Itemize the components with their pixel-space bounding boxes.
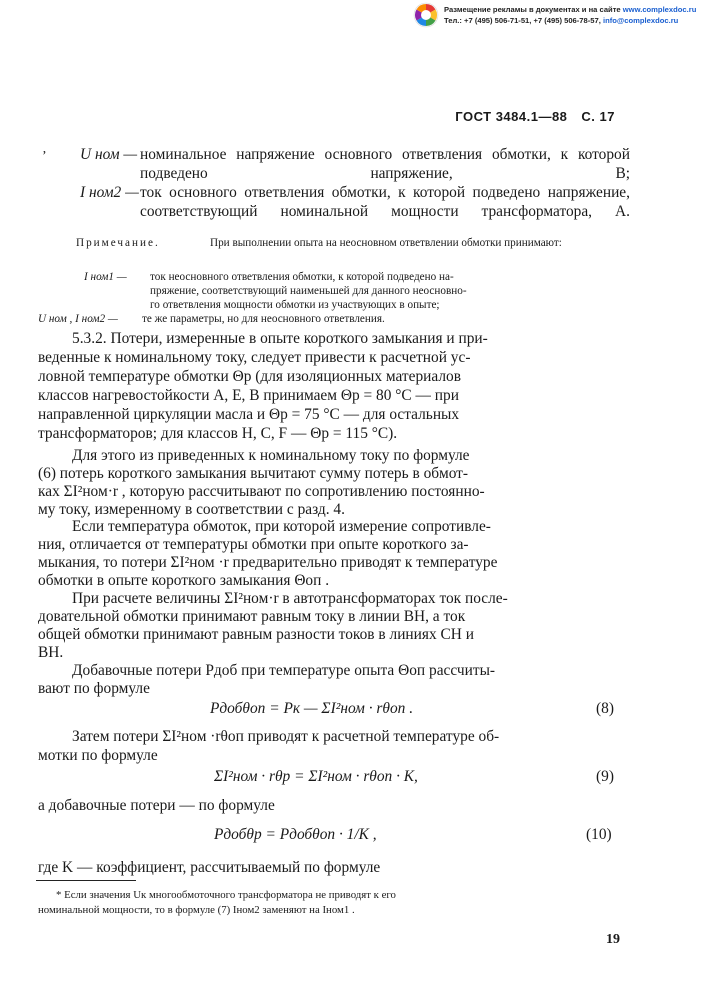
definition-i-nom2 [40,183,630,243]
banner-site-link[interactable]: www.complexdoc.ru [622,5,697,14]
paragraph-line: мыкания, то потери ΣI²ном ·r предварительно приводят к температуре [38,554,498,571]
paragraph-line: обмотки в опыте короткого замыкания Θоп . [38,572,330,589]
paragraph-line: Добавочные потери Pдоб при температуре опыта Θоп рассчиты- [72,662,496,679]
paragraph-line: классов нагревостойкости А, Е, В принимаем Θр = 80 °С — при [38,387,459,404]
note-def1-line: го ответвления мощности обмотки из участвующих в опыте; [150,299,440,311]
equation-number: (8) [596,700,614,717]
banner-line-1: Размещение рекламы в документах и на сайте [444,5,623,14]
page-number: 19 [606,932,620,947]
note-def2-symbol: U ном , I ном2 — [38,313,118,325]
stray-mark: ’ [42,149,47,164]
footnote-line: * Если значения Uк многообмоточного трансформатора не приводят к его [56,889,396,901]
definition-symbol: I ном2 — [80,184,139,201]
note-title: Примечание. [76,237,160,249]
equation-8: Pдобθоп = Pк — ΣI²ном · rθоп . [210,700,414,717]
equation-number: (10) [586,826,612,843]
footnote-rule [36,880,136,881]
paragraph-line: ках ΣI²ном·r , которую рассчитывают по сопротивлению постоянно- [38,483,485,500]
paragraph-line: Если температура обмоток, при которой измерение сопротивле- [72,518,491,535]
paragraph-line: му току, измеренному в соответствии с разд. 4. [38,501,345,518]
paragraph-line: трансформаторов; для классов Н, С, F — Θр = 115 °С). [38,425,398,442]
paragraph-line: (6) потерь короткого замыкания вычитают сумму потерь в обмот- [38,465,469,482]
definition-text: ток основного ответвления обмотки, к которой подведено напряжение, соответствующий номинальной мощности трансформатора, А. [140,184,630,220]
banner-line-2: Тел.: +7 (495) 506-71-51, +7 (495) 506-78-57, [444,16,603,25]
paragraph-line: ния, отличается от температуры обмотки при опыте короткого за- [38,536,469,553]
paragraph-line: а добавочные потери — по формуле [38,797,275,814]
note-def2-text: те же параметры, но для неосновного ответвления. [142,313,385,325]
paragraph-line: ловной температуре обмотки Θр (для изоляционных материалов [38,368,462,385]
equation-9: ΣI²ном · rθр = ΣI²ном · rθоп · K, [214,768,418,785]
ad-banner [413,2,709,32]
definition-u-nom [40,145,630,185]
equation-10: Pдобθр = Pдобθоп · 1/K , [214,826,377,843]
definition-symbol: U ном — [80,146,138,163]
footnote-line: номинальной мощности, то в формуле (7) Iном2 заменяют на Iном1 . [38,904,355,916]
standard-code: ГОСТ 3484.1—88 [455,109,568,124]
equation-number: (9) [596,768,614,785]
paragraph-line: довательной обмотки принимают равным току в линии ВН, а ток [38,608,466,625]
paragraph-line: где K — коэффициент, рассчитываемый по формуле [38,859,381,876]
ad-banner-text [444,4,696,26]
paragraph-line: направленной циркуляции масла и Θр = 75 °С — для остальных [38,406,460,423]
paragraph-line: При расчете величины ΣI²ном·r в автотрансформаторах ток после- [72,590,508,607]
note-def1-line: ток неосновного ответвления обмотки, к которой подведено на- [150,271,454,283]
paragraph-line: веденные к номинальному току, следует привести к расчетной ус- [38,349,471,366]
header-page: С. 17 [581,109,615,124]
note-def1-symbol: I ном1 — [84,271,127,283]
banner-email-link[interactable]: info@complexdoc.ru [602,16,679,25]
paragraph-line: Для этого из приведенных к номинальному току по формуле [72,447,470,464]
paragraph-line: общей обмотки принимают равным разности токов в линиях СН и [38,626,474,643]
paragraph-line: вают по формуле [38,680,150,697]
definition-text: номинальное напряжение основного ответвления обмотки, к которой подведено напряжение, В; [140,146,630,182]
paragraph-line: ВН. [38,644,64,661]
paragraph-line: Затем потери ΣI²ном ·rθоп приводят к расчетной температуре об- [72,728,500,745]
note-def1-line: пряжение, соответствующий наименьшей для данного неосновно- [150,285,467,297]
running-header [455,109,615,124]
paragraph-line: 5.3.2. Потери, измеренные в опыте короткого замыкания и при- [72,330,488,347]
paragraph-line: мотки по формуле [38,747,158,764]
note-intro: При выполнении опыта на неосновном ответвлении обмотки принимают: [210,237,562,249]
complexdoc-logo-icon [413,2,439,28]
